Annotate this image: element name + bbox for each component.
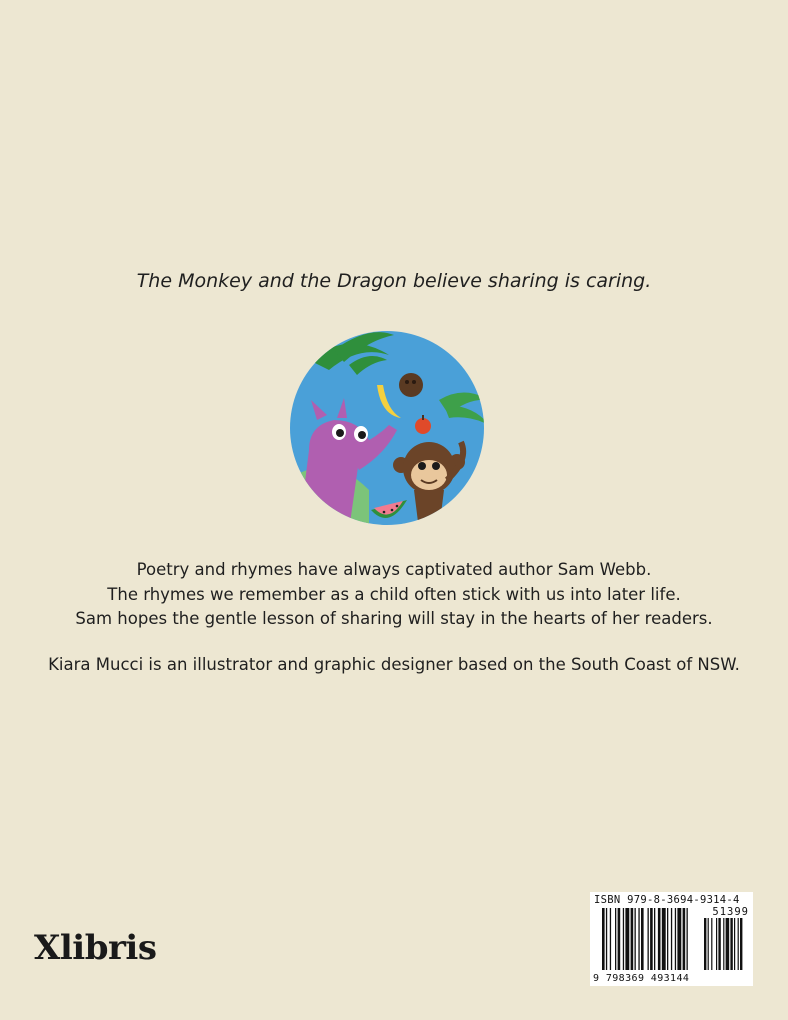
ean-digits: 9 798369 493144 xyxy=(593,973,690,984)
isbn-label: ISBN 979-8-3694-9314-4 xyxy=(594,894,740,906)
blurb-line-2: The rhymes we remember as a child often stick with us into later life. xyxy=(107,584,681,604)
tagline: The Monkey and the Dragon believe sharing is caring. xyxy=(136,270,652,292)
blurb-line-1: Poetry and rhymes have always captivated author Sam Webb. xyxy=(136,560,652,579)
barcode xyxy=(590,892,753,986)
author-blurb xyxy=(0,558,788,632)
price-code: 51399 xyxy=(712,906,749,918)
blurb-line-3: Sam hopes the gentle lesson of sharing will stay in the hearts of her readers. xyxy=(75,609,713,628)
illustrator-bio: Kiara Mucci is an illustrator and graphic designer based on the South Coast of NSW. xyxy=(48,655,740,674)
coconut xyxy=(399,373,423,397)
publisher-logo: Xlibris xyxy=(34,928,157,968)
apple xyxy=(415,418,431,434)
cover-illustration xyxy=(289,330,485,526)
